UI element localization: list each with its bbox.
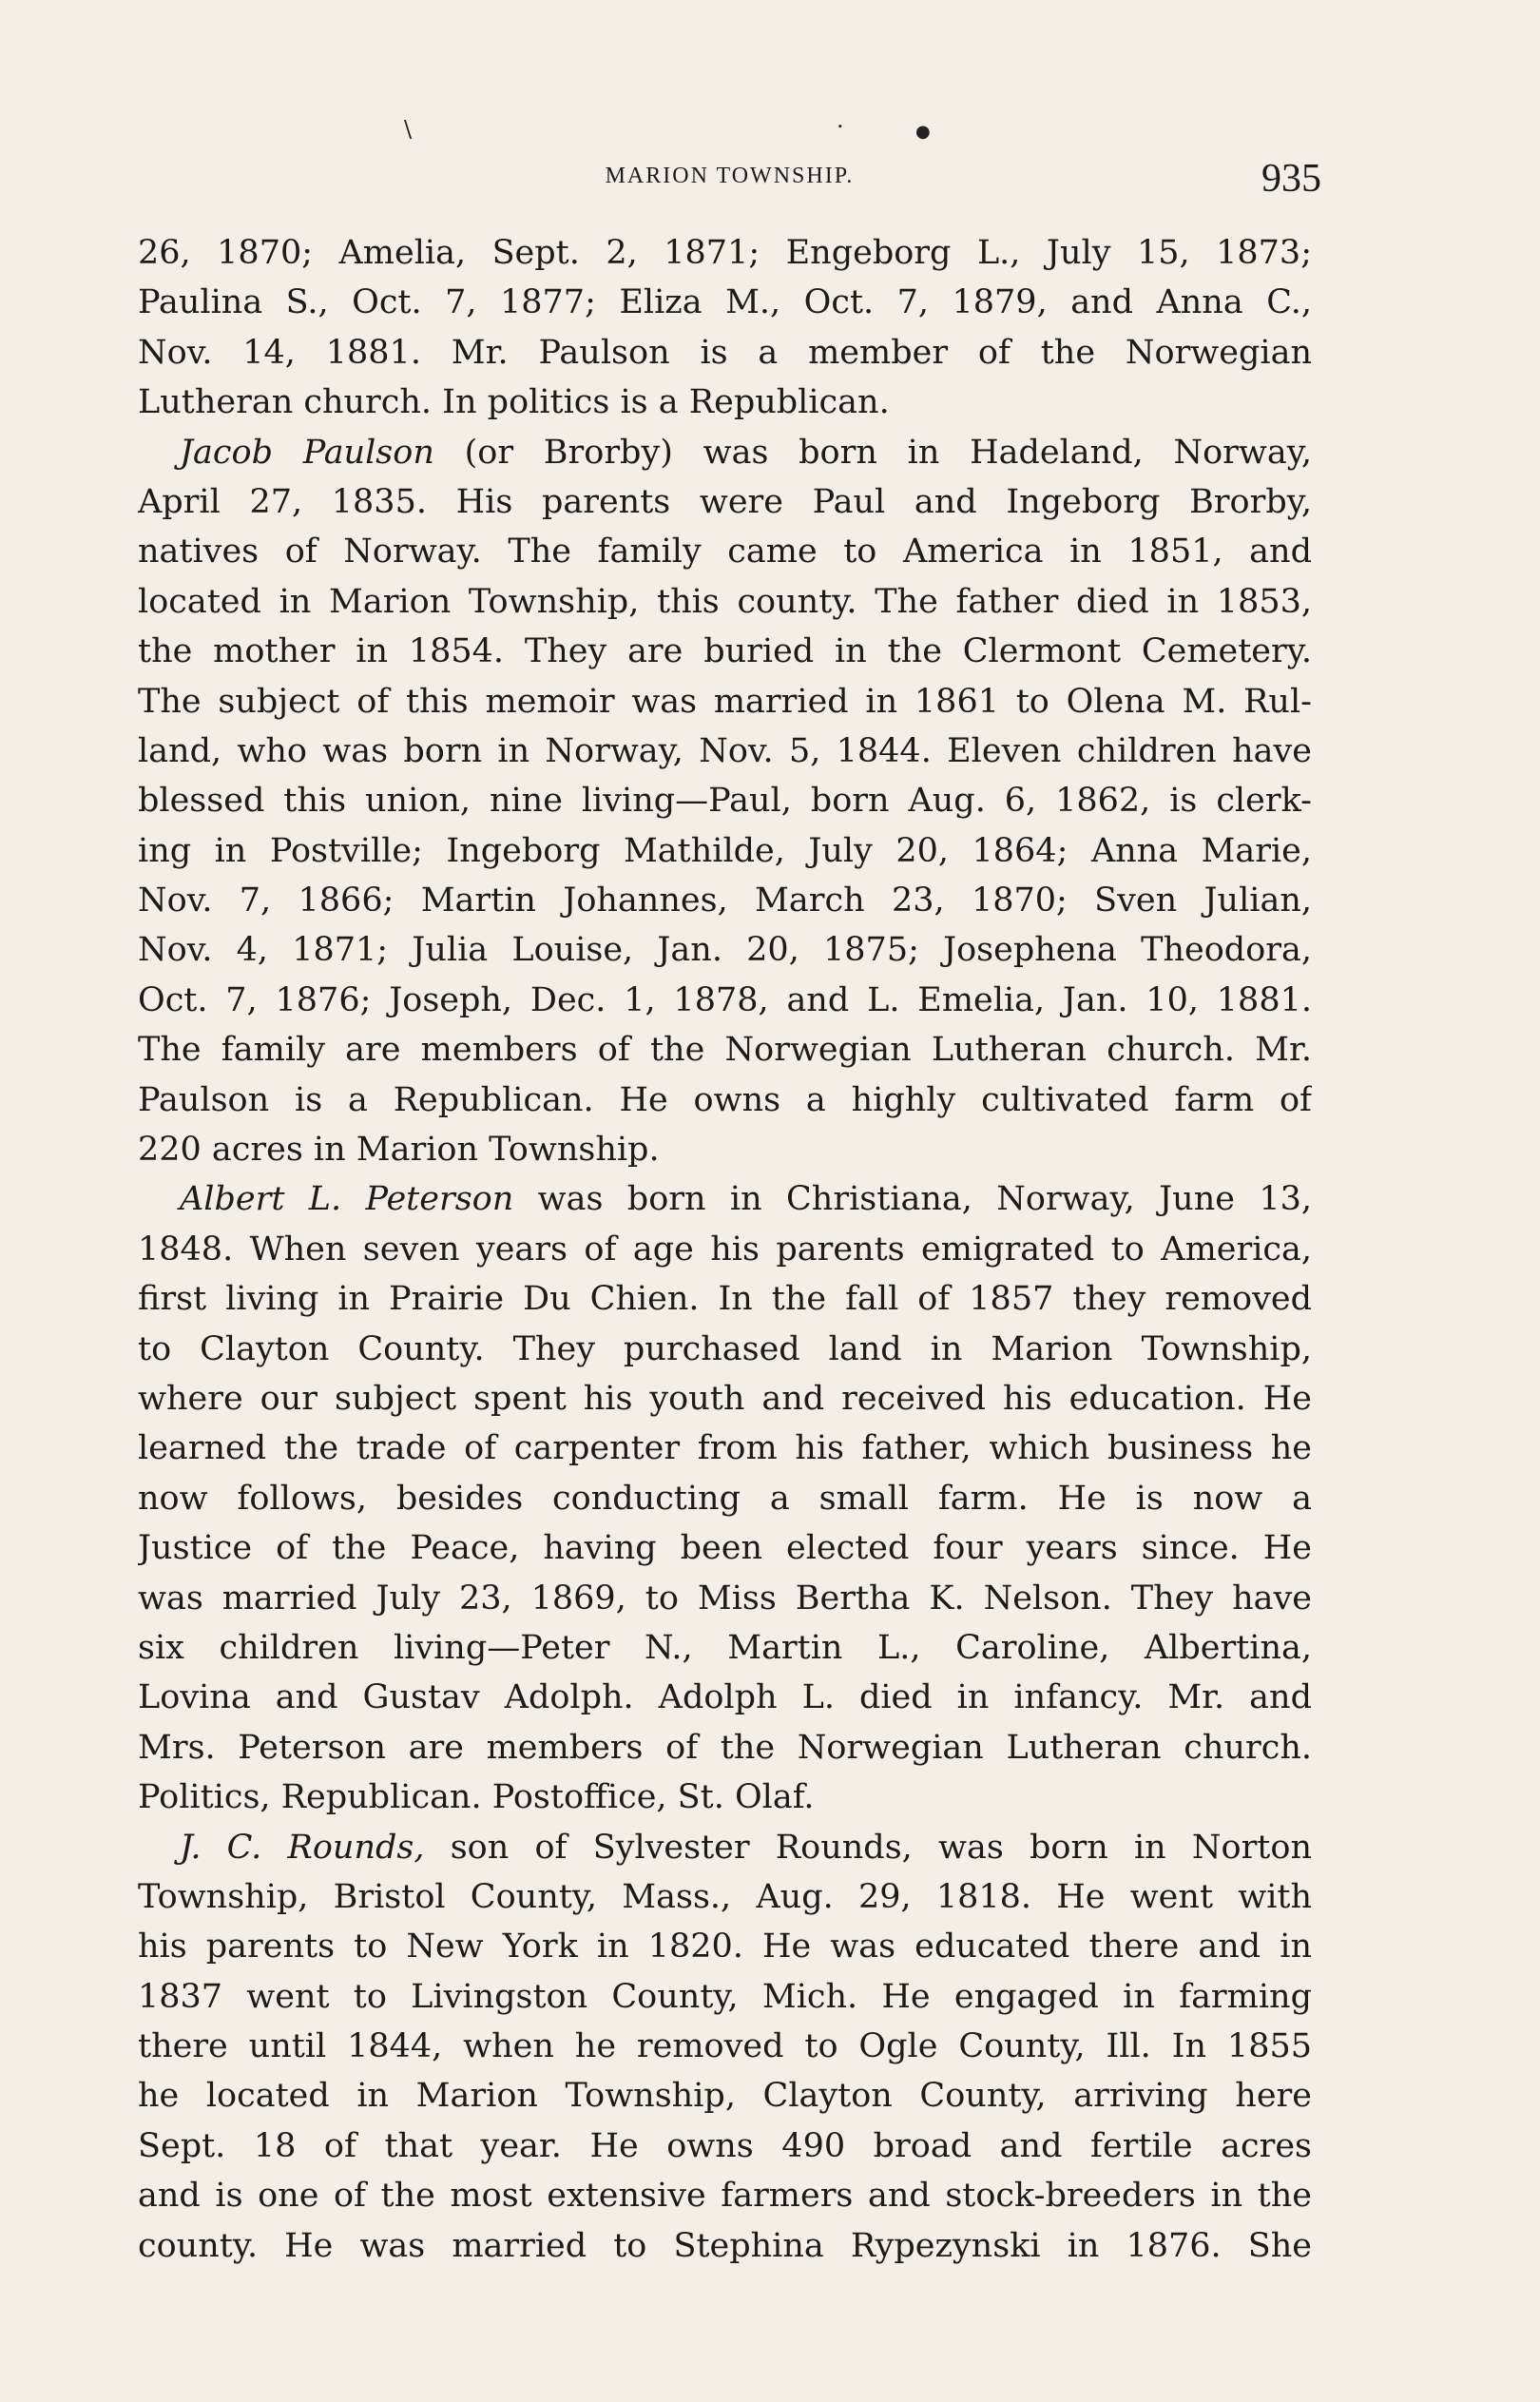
text-line: was married July 23, 1869, to Miss Bertha K. Nelson. They have [138, 1579, 1312, 1617]
text-line: there until 1844, when he removed to Ogle County, Ill. In 1855 [138, 2027, 1312, 2066]
text-line: 1848. When seven years of age his parents emigrated to America, [138, 1230, 1312, 1269]
text-line: Politics, Republican. Postoffice, St. Olaf. [138, 1778, 815, 1817]
text-line: Justice of the Peace, having been elected four years since. He [138, 1529, 1312, 1568]
page-header [138, 154, 1321, 211]
text-line: Lutheran church. In politics is a Republican. [138, 383, 890, 422]
text-line: Township, Bristol County, Mass., Aug. 29, 1818. He went with [138, 1877, 1312, 1916]
entry-name: J. C. Rounds, [180, 1828, 425, 1867]
text-line: and is one of the most extensive farmers and stock-breeders in the [138, 2177, 1312, 2216]
text-line: Paulson is a Republican. He owns a highly cultivated farm of [138, 1080, 1312, 1119]
text-line: ing in Postville; Ingeborg Mathilde, July 20, 1864; Anna Marie, [138, 831, 1312, 870]
text-line: 220 acres in Marion Township. [138, 1131, 660, 1170]
text-line: April 27, 1835. His parents were Paul and Ingeborg Brorby, [138, 482, 1312, 521]
text-line: natives of Norway. The family came to America in 1851, and [138, 533, 1312, 571]
entry-name: Albert L. Peterson [180, 1180, 514, 1219]
text-line: land, who was born in Norway, Nov. 5, 1844. Eleven children have [138, 731, 1312, 770]
stray-mark-left: \ [404, 116, 413, 143]
body-text [138, 228, 1312, 2271]
text-line: Sept. 18 of that year. He owns 490 broad and fertile acres [138, 2126, 1312, 2165]
text-line: where our subject spent his youth and received his education. He [138, 1379, 1312, 1418]
text-line: Nov. 14, 1881. Mr. Paulson is a member of the Norwegian [138, 333, 1312, 372]
text-line: the mother in 1854. They are buried in the Clermont Cemetery. [138, 632, 1312, 671]
stray-mark-right: ● [915, 122, 931, 142]
text-line: he located in Marion Township, Clayton County, arriving here [138, 2077, 1312, 2116]
entry-first-line: Albert L. Peterson was born in Christiana, Norway, June 13, [180, 1180, 1312, 1219]
text-line: his parents to New York in 1820. He was educated there and in [138, 1927, 1312, 1966]
text-line: Oct. 7, 1876; Joseph, Dec. 1, 1878, and L. Emelia, Jan. 10, 1881. [138, 980, 1312, 1019]
stray-mark-middle: . [837, 107, 844, 133]
text-line: first living in Prairie Du Chien. In the fall of 1857 they removed [138, 1280, 1312, 1319]
text-line: to Clayton County. They purchased land in Marion Township, [138, 1329, 1312, 1368]
text-line: six children living—Peter N., Martin L., Caroline, Albertina, [138, 1628, 1312, 1667]
text-line: learned the trade of carpenter from his father, which business he [138, 1429, 1312, 1468]
text-line: located in Marion Township, this county. The father died in 1853, [138, 582, 1312, 621]
text-line: Mrs. Peterson are members of the Norwegian Lutheran church. [138, 1728, 1312, 1767]
text-line: Nov. 4, 1871; Julia Louise, Jan. 20, 1875; Josephena Theodora, [138, 931, 1312, 970]
text-line: The subject of this memoir was married in 1861 to Olena M. Rul- [138, 682, 1312, 721]
text-line: now follows, besides conducting a small farm. He is now a [138, 1479, 1312, 1518]
entry-first-line: Jacob Paulson (or Brorby) was born in Hadeland, Norway, [180, 433, 1312, 472]
text-line: Paulina S., Oct. 7, 1877; Eliza M., Oct. 7, 1879, and Anna C., [138, 283, 1312, 322]
page-number: 935 [1261, 157, 1321, 201]
text-line: The family are members of the Norwegian Lutheran church. Mr. [138, 1031, 1312, 1070]
running-head: MARION TOWNSHIP. [605, 164, 855, 188]
text-line: 26, 1870; Amelia, Sept. 2, 1871; Engeborg L., July 15, 1873; [138, 234, 1312, 272]
text-line: 1837 went to Livingston County, Mich. He engaged in farming [138, 1977, 1312, 2016]
text-line: blessed this union, nine living—Paul, born Aug. 6, 1862, is clerk- [138, 782, 1312, 821]
entry-name: Jacob Paulson [180, 433, 434, 472]
entry-first-line: J. C. Rounds, son of Sylvester Rounds, was born in Norton [180, 1828, 1312, 1867]
text-line: county. He was married to Stephina Rypezynski in 1876. She [138, 2226, 1312, 2265]
text-line: Nov. 7, 1866; Martin Johannes, March 23, 1870; Sven Julian, [138, 881, 1312, 920]
text-line: Lovina and Gustav Adolph. Adolph L. died in infancy. Mr. and [138, 1678, 1312, 1717]
